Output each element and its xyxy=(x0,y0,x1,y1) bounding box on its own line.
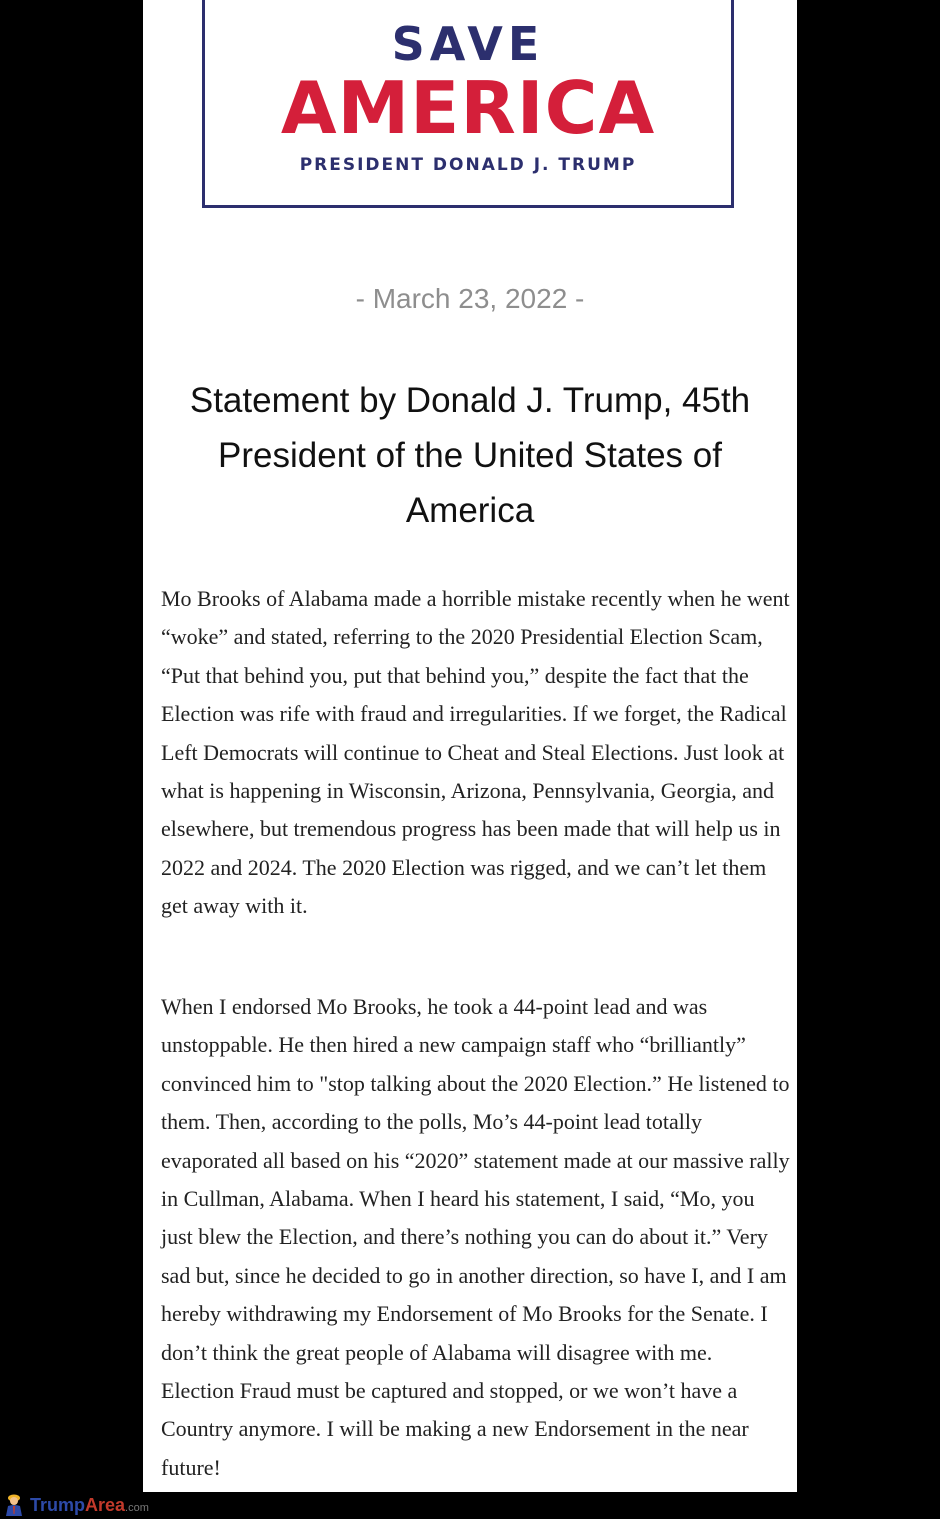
trumparea-watermark xyxy=(0,1492,200,1517)
trump-figure-icon xyxy=(4,1493,24,1516)
watermark-area: Area xyxy=(85,1495,126,1515)
logo-subtitle-text: PRESIDENT DONALD J. TRUMP xyxy=(299,155,637,175)
statement-paragraph-1: Mo Brooks of Alabama made a horrible mistake recently when he went “woke” and stated, referring to the 2020 Presidential Election Scam, “Put that behind you, put that behind you,” despite the fact that the Election was rife with fraud and irregularities. If we forget, the Radical Left Democrats will continue to Cheat and Steal Elections. Just look at what is happening in Wisconsin, Arizona, Pennsylvania, Georgia, and elsewhere, but tremendous progress has been made that will help us in 2022 and 2024. The 2020 Election was rigged, and we can’t let them get away with it. xyxy=(161,586,790,919)
statement-title: Statement by Donald J. Trump, 45th President of the United States of America xyxy=(189,381,751,530)
statement-page xyxy=(143,0,797,1492)
watermark-dotcom: .com xyxy=(125,1502,149,1514)
watermark-text xyxy=(30,1494,149,1519)
statement-date: - March 23, 2022 - xyxy=(355,283,585,314)
logo-america-text: AMERICA xyxy=(280,66,656,150)
save-america-logo xyxy=(202,0,734,208)
watermark-trump: Trump xyxy=(30,1495,86,1515)
logo-save-text: SAVE xyxy=(391,17,545,71)
statement-paragraph-2: When I endorsed Mo Brooks, he took a 44-point lead and was unstoppable. He then hired a new campaign staff who “brilliantly” convinced him to "stop talking about the 2020 Election.” He listened to them. Then, according to the polls, Mo’s 44-point lead totally evaporated all based on his “2020” statement made at our massive rally in Cullman, Alabama. When I heard his statement, I said, “Mo, you just blew the Election, and there’s nothing you can do about it.” Very sad but, since he decided to go in another direction, so have I, and I am hereby withdrawing my Endorsement of Mo Brooks for the Senate. I don’t think the great people of Alabama will disagree with me. Election Fraud must be captured and stopped, or we won’t have a Country anymore. I will be making a new Endorsement in the near future! xyxy=(161,994,790,1480)
